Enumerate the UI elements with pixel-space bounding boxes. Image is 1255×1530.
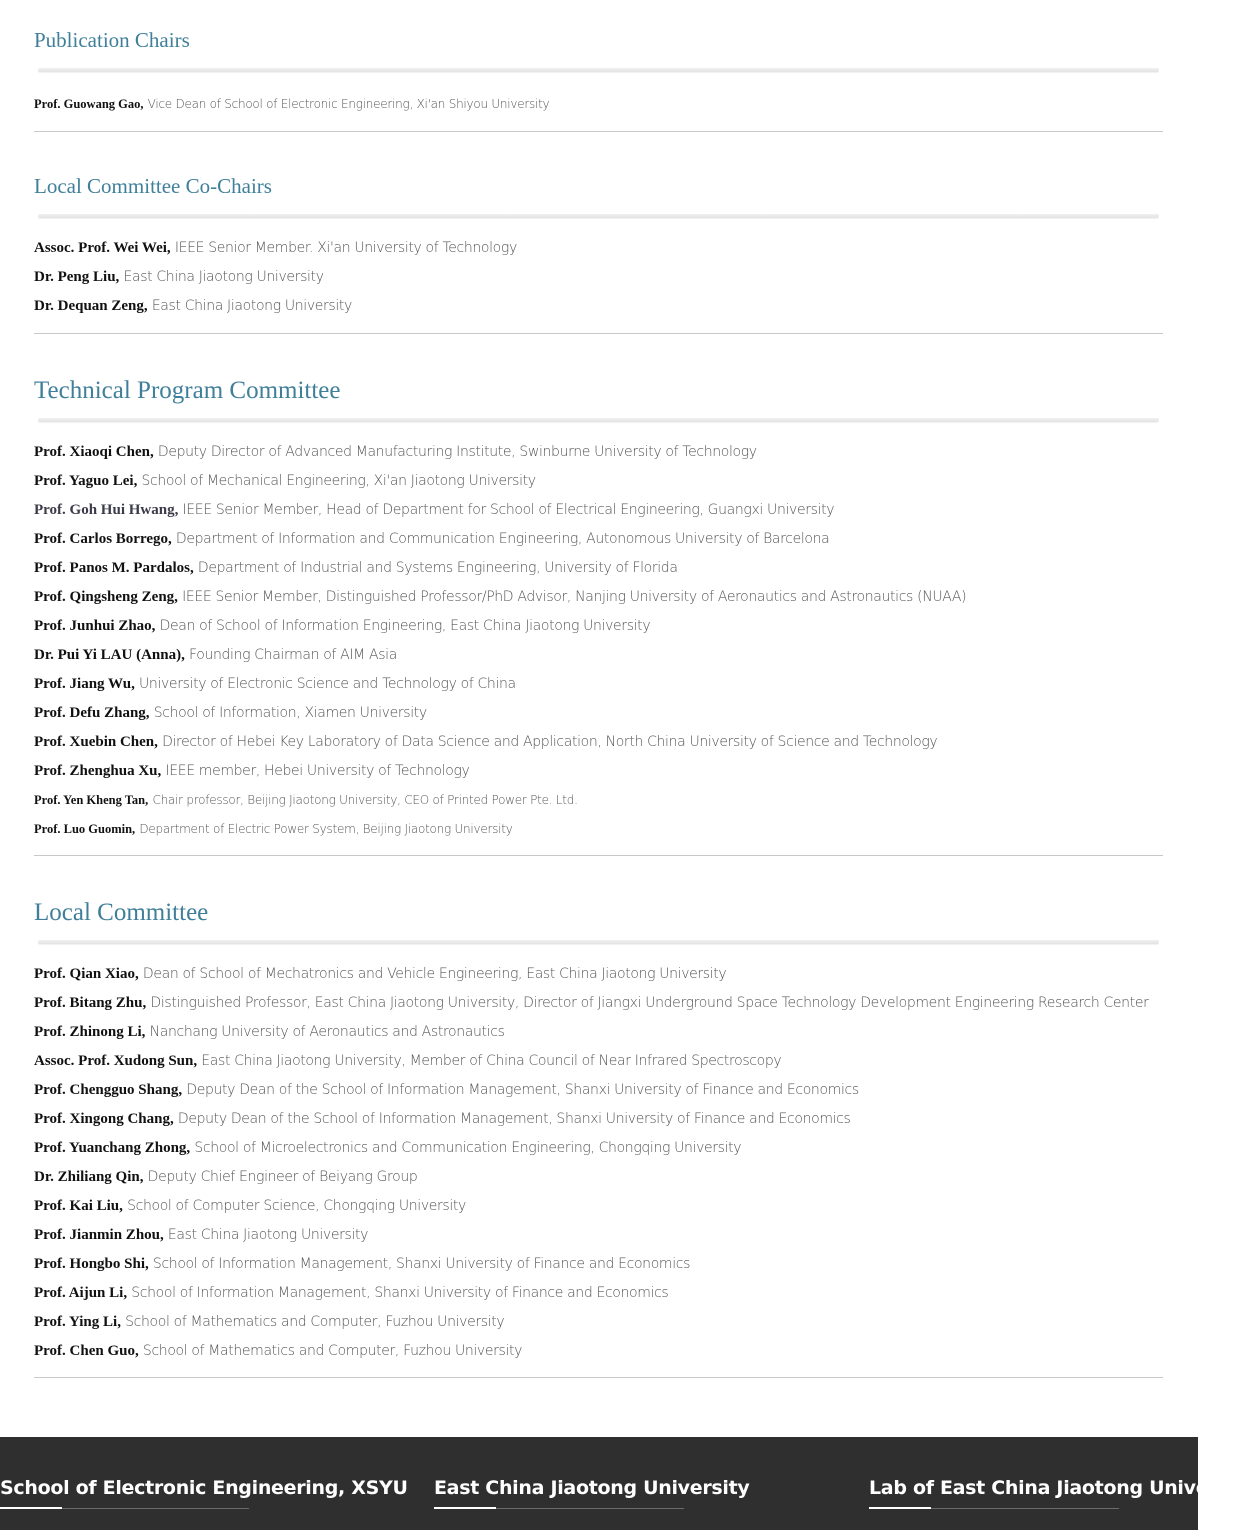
member-item — [34, 89, 1163, 118]
member-name: Prof. Ying Li, — [34, 1314, 121, 1330]
member-item — [34, 1191, 1163, 1220]
member-affiliation: School of Mathematics and Computer, Fuzhou University — [125, 1314, 505, 1330]
member-affiliation: Dean of School of Information Engineering, East China Jiaotong University — [159, 618, 651, 634]
member-item — [34, 466, 1163, 495]
member-affiliation: Deputy Chief Engineer of Beiyang Group — [147, 1169, 418, 1185]
member-affiliation: School of Computer Science, Chongqing University — [127, 1198, 466, 1214]
member-name: Prof. Kai Liu, — [34, 1198, 123, 1214]
section-title: Technical Program Committee — [34, 377, 341, 404]
member-affiliation: Nanchang University of Aeronautics and Astronautics — [149, 1024, 505, 1040]
member-affiliation: Chair professor, Beijing Jiaotong University, CEO of Printed Power Pte. Ltd. — [152, 793, 578, 807]
footer-link-underline — [434, 1508, 684, 1509]
member-affiliation: East China Jiaotong University — [123, 269, 324, 285]
member-name: Prof. Bitang Zhu, — [34, 995, 147, 1011]
member-affiliation: East China Jiaotong University, Member of China Council of Near Infrared Spectroscopy — [201, 1053, 782, 1069]
member-name: Prof. Xingong Chang, — [34, 1111, 174, 1127]
section-technical-program-committee — [34, 334, 1163, 856]
member-item — [34, 495, 1163, 524]
member-item — [34, 727, 1163, 756]
member-item — [34, 1249, 1163, 1278]
member-affiliation: IEEE Senior Member, Distinguished Professor/PhD Advisor, Nanjing University of Aeronautics and Astronautics (NUAA) — [182, 589, 967, 605]
member-item — [34, 814, 1163, 843]
member-affiliation: School of Information Management, Shanxi University of Finance and Economics — [152, 1256, 691, 1272]
member-item — [34, 1278, 1163, 1307]
member-affiliation: Dean of School of Mechatronics and Vehicle Engineering, East China Jiaotong University — [142, 966, 727, 982]
section-title: Local Committee — [34, 899, 209, 926]
member-affiliation: School of Information Management, Shanxi University of Finance and Economics — [131, 1285, 669, 1301]
section-local-committee-co-chairs — [34, 132, 1163, 334]
main-content — [34, 0, 1163, 1378]
member-item — [34, 1017, 1163, 1046]
member-affiliation: Director of Hebei Key Laboratory of Data Science and Application, North China University of Science and Technology — [162, 734, 938, 750]
member-name: Prof. Qingsheng Zeng, — [34, 589, 178, 605]
member-name: Prof. Goh Hui Hwang, — [34, 502, 179, 518]
underline-accent — [869, 1507, 931, 1509]
member-item — [34, 553, 1163, 582]
member-list — [34, 944, 1163, 1365]
member-item — [34, 437, 1163, 466]
member-affiliation: Department of Information and Communication Engineering, Autonomous University of Barcelona — [175, 531, 830, 547]
member-name: Prof. Luo Guomin, — [34, 822, 136, 836]
member-affiliation: School of Mechanical Engineering, Xi'an Jiaotong University — [141, 473, 536, 489]
member-item — [34, 1307, 1163, 1336]
member-affiliation: Department of Electric Power System, Beijing Jiaotong University — [139, 822, 513, 836]
member-list — [34, 218, 1163, 320]
member-item — [34, 1220, 1163, 1249]
member-name: Prof. Jiang Wu, — [34, 676, 135, 692]
member-affiliation: Deputy Dean of the School of Information Management, Shanxi University of Finance and Economics — [177, 1111, 851, 1127]
member-name: Assoc. Prof. Xudong Sun, — [34, 1053, 198, 1069]
member-item — [34, 262, 1163, 291]
member-list — [34, 422, 1163, 843]
member-item — [34, 1336, 1163, 1365]
member-item — [34, 524, 1163, 553]
member-item — [34, 1046, 1163, 1075]
member-item — [34, 669, 1163, 698]
member-name: Prof. Chengguo Shang, — [34, 1082, 183, 1098]
section-publication-chairs — [34, 0, 1163, 132]
member-name: Prof. Zhinong Li, — [34, 1024, 146, 1040]
member-name: Prof. Hongbo Shi, — [34, 1256, 149, 1272]
member-name: Dr. Dequan Zeng, — [34, 298, 148, 314]
member-item — [34, 1104, 1163, 1133]
member-name: Prof. Xuebin Chen, — [34, 734, 158, 750]
member-affiliation: University of Electronic Science and Technology of China — [139, 676, 516, 692]
underline-accent — [0, 1507, 62, 1509]
member-name: Prof. Yuanchang Zhong, — [34, 1140, 191, 1156]
member-item — [34, 582, 1163, 611]
member-name: Prof. Defu Zhang, — [34, 705, 150, 721]
member-item — [34, 1133, 1163, 1162]
member-affiliation: IEEE Senior Member, Head of Department for School of Electrical Engineering, Guangxi University — [182, 502, 835, 518]
member-item — [34, 988, 1163, 1017]
member-item — [34, 785, 1163, 814]
member-affiliation: Distinguished Professor, East China Jiaotong University, Director of Jiangxi Underground Space Technology Development Engineering Research Center — [150, 995, 1149, 1011]
member-name: Prof. Xiaoqi Chen, — [34, 444, 154, 460]
section-title: Publication Chairs — [34, 28, 190, 52]
member-name: Prof. Chen Guo, — [34, 1343, 139, 1359]
member-name: Prof. Aijun Li, — [34, 1285, 128, 1301]
member-item — [34, 959, 1163, 988]
member-affiliation: School of Information, Xiamen University — [153, 705, 427, 721]
member-item — [34, 640, 1163, 669]
member-affiliation: IEEE member, Hebei University of Technology — [165, 763, 470, 779]
footer-link-ecjtu[interactable]: East China Jiaotong University — [434, 1477, 750, 1499]
member-name: Dr. Pui Yi LAU (Anna), — [34, 647, 185, 663]
member-affiliation: East China Jiaotong University — [167, 1227, 369, 1243]
member-item — [34, 291, 1163, 320]
member-affiliation: Department of Industrial and Systems Engineering, University of Florida — [197, 560, 678, 576]
footer-link-underline — [869, 1508, 1119, 1509]
member-affiliation: IEEE Senior Member. Xi'an University of Technology — [174, 240, 517, 256]
member-item — [34, 756, 1163, 785]
footer — [0, 1437, 1255, 1530]
member-item — [34, 611, 1163, 640]
footer-link-underline — [0, 1508, 249, 1509]
member-affiliation: Vice Dean of School of Electronic Engineering, Xi'an Shiyou University — [147, 97, 550, 111]
member-name: Dr. Peng Liu, — [34, 269, 120, 285]
member-name: Prof. Panos M. Pardalos, — [34, 560, 194, 576]
member-name: Prof. Yen Kheng Tan, — [34, 793, 149, 807]
member-list — [34, 72, 1163, 118]
member-name: Prof. Guowang Gao, — [34, 97, 144, 111]
member-name: Assoc. Prof. Wei Wei, — [34, 240, 171, 256]
member-item — [34, 1075, 1163, 1104]
member-item — [34, 698, 1163, 727]
footer-link-xsyu[interactable]: School of Electronic Engineering, XSYU — [0, 1477, 408, 1499]
member-name: Prof. Yaguo Lei, — [34, 473, 138, 489]
member-name: Prof. Carlos Borrego, — [34, 531, 172, 547]
member-name: Prof. Qian Xiao, — [34, 966, 139, 982]
member-affiliation: School of Mathematics and Computer, Fuzhou University — [142, 1343, 523, 1359]
member-name: Dr. Zhiliang Qin, — [34, 1169, 144, 1185]
member-affiliation: Deputy Director of Advanced Manufacturing Institute, Swinburne University of Technology — [157, 444, 757, 460]
member-affiliation: East China Jiaotong University — [151, 298, 352, 314]
member-item — [34, 233, 1163, 262]
member-affiliation: Deputy Dean of the School of Information Management, Shanxi University of Finance and Economics — [186, 1082, 859, 1098]
section-local-committee — [34, 856, 1163, 1378]
member-affiliation: Founding Chairman of AIM Asia — [189, 647, 397, 663]
underline-accent — [434, 1507, 496, 1509]
member-affiliation: School of Microelectronics and Communication Engineering, Chongqing University — [194, 1140, 742, 1156]
member-name: Prof. Zhenghua Xu, — [34, 763, 162, 779]
member-item — [34, 1162, 1163, 1191]
member-name: Prof. Jianmin Zhou, — [34, 1227, 164, 1243]
member-name: Prof. Junhui Zhao, — [34, 618, 156, 634]
section-title: Local Committee Co-Chairs — [34, 174, 272, 198]
footer-link-ecjtu-lab[interactable]: Lab of East China Jiaotong University — [869, 1477, 1255, 1499]
